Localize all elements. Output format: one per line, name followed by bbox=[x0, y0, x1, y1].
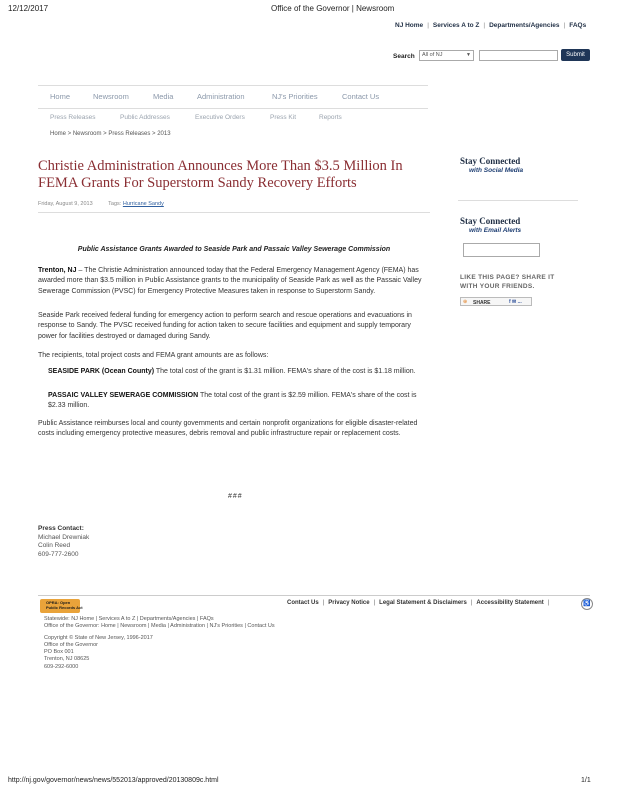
print-url: http://nj.gov/governor/news/news/552013/approved/20130809c.html bbox=[8, 777, 219, 784]
sidebar-divider bbox=[458, 200, 578, 201]
breadcrumb[interactable]: Home > Newsroom > Press Releases > 2013 bbox=[50, 131, 171, 137]
recipient-1-text: The total cost of the grant is $1.31 million. FEMA's share of the cost is $1.18 million. bbox=[154, 368, 416, 375]
footer-accessibility[interactable]: Accessibility Statement bbox=[476, 600, 544, 606]
address-line-3: Trenton, NJ 08625 bbox=[44, 656, 90, 663]
opra-line-2: Public Records Act bbox=[46, 605, 83, 610]
topnav-nj-home[interactable]: NJ Home bbox=[395, 22, 424, 29]
nav-newsroom[interactable]: Newsroom bbox=[93, 92, 129, 101]
share-plus-icon: ⊕ bbox=[463, 299, 468, 305]
email-alerts-link[interactable]: with Email Alerts bbox=[469, 227, 522, 234]
subnav-executive-orders[interactable]: Executive Orders bbox=[195, 114, 245, 121]
chevron-down-icon: ▼ bbox=[466, 52, 471, 58]
nav-contact-us[interactable]: Contact Us bbox=[342, 92, 380, 101]
footer-office-links[interactable]: Office of the Governor: Home | Newsroom | Media | Administration | NJ's Priorities | Contact Us bbox=[44, 623, 275, 630]
topnav-departments[interactable]: Departments/Agencies bbox=[489, 22, 560, 29]
tag-link[interactable]: Hurricane Sandy bbox=[122, 201, 164, 207]
nav-administration[interactable]: Administration bbox=[197, 92, 245, 101]
press-contact-name-2: Colin Reed bbox=[38, 542, 71, 550]
stay-connected-email-heading: Stay Connected bbox=[460, 216, 521, 226]
press-contact-name-1: Michael Drewniak bbox=[38, 533, 90, 541]
press-contact-phone: 609-777-2600 bbox=[38, 550, 79, 558]
search-input[interactable] bbox=[479, 50, 558, 61]
share-prompt-line-2: WITH YOUR FRIENDS. bbox=[460, 283, 535, 290]
paragraph-1-text: – The Christie Administration announced today that the Federal Emergency Management Agency (FEMA) has awarded more than $3.5 million in Public Assistance grants to the municipality of Seaside Park as well as the Passaic Valley Sewerage Commission (PVSC) for Emergency Protective Measures taken in response to Superstorm Sandy. bbox=[38, 267, 422, 295]
recipient-2 bbox=[48, 391, 430, 412]
recipient-2-name: PASSAIC VALLEY SEWERAGE COMMISSION bbox=[48, 392, 199, 399]
press-contact-label: Press Contact: bbox=[38, 525, 84, 532]
search-submit-button[interactable]: Submit bbox=[561, 49, 590, 61]
tags-label: Tags: bbox=[108, 201, 122, 207]
paragraph-4: Public Assistance reimburses local and county governments and certain nonprofit organizations for eligible disaster-related costs including emergency protective measures, debris removal and public infrastructure repair or replacement costs. bbox=[38, 420, 418, 438]
paragraph-2: Seaside Park received federal funding for emergency action to perform search and rescue operations and evacuations in response to Sandy. The PVSC received funding for action taken to secure facilities and equipment and supply temporary power for facilities destroyed or damaged during Sandy. bbox=[38, 312, 412, 340]
footer-phone: 609-292-6000 bbox=[44, 663, 79, 670]
subnav-press-kit[interactable]: Press Kit bbox=[270, 114, 297, 121]
email-alert-input[interactable] bbox=[463, 243, 540, 257]
share-prompt bbox=[460, 273, 554, 291]
search-scope-value: All of NJ bbox=[422, 52, 443, 58]
recipient-1-name: SEASIDE PARK (Ocean County) bbox=[48, 368, 155, 375]
share-button[interactable] bbox=[460, 297, 532, 306]
footer-legal[interactable]: Legal Statement & Disclaimers bbox=[379, 600, 467, 606]
print-date: 12/12/2017 bbox=[8, 4, 49, 13]
share-label: SHARE bbox=[473, 299, 491, 306]
subnav-press-releases[interactable]: Press Releases bbox=[50, 114, 96, 121]
recipient-1 bbox=[48, 367, 430, 377]
article-title: Christie Administration Announces More Than $3.5 Million In FEMA Grants For Superstorm Sandy Recovery Efforts bbox=[38, 158, 403, 191]
accessibility-icon[interactable]: ♿ bbox=[581, 598, 593, 610]
divider bbox=[38, 212, 430, 213]
footer-text bbox=[44, 616, 275, 671]
footer-contact-us[interactable]: Contact Us bbox=[287, 600, 319, 606]
share-prompt-line-1: LIKE THIS PAGE? SHARE IT bbox=[460, 274, 555, 281]
address-line-1: Office of the Governor bbox=[44, 641, 99, 648]
footer-privacy[interactable]: Privacy Notice bbox=[328, 600, 370, 606]
nav-media[interactable]: Media bbox=[153, 92, 174, 101]
social-media-link[interactable]: with Social Media bbox=[469, 167, 524, 174]
topnav-services[interactable]: Services A to Z bbox=[432, 22, 480, 29]
subnav-public-addresses[interactable]: Public Addresses bbox=[120, 114, 170, 121]
paragraph-1 bbox=[38, 266, 430, 297]
address-line-2: PO Box 001 bbox=[44, 649, 74, 656]
press-contact bbox=[38, 525, 89, 559]
search-scope-select[interactable] bbox=[419, 50, 474, 61]
paragraph-3: The recipients, total project costs and FEMA grant amounts are as follows: bbox=[38, 352, 269, 359]
article-subhead: Public Assistance Grants Awarded to Seaside Park and Passaic Valley Sewerage Commission bbox=[77, 246, 391, 253]
nav-home[interactable]: Home bbox=[50, 92, 71, 101]
recipient-2-text: The total cost of the grant is $2.59 million. FEMA's share of the cost is $2.33 million. bbox=[48, 392, 417, 410]
print-page-number: 1/1 bbox=[581, 777, 591, 784]
footer-links: Contact Us | Privacy Notice | Legal Statement & Disclaimers | Accessibility Statement | bbox=[287, 600, 550, 606]
topnav-faqs[interactable]: FAQs bbox=[569, 22, 587, 29]
footer-divider bbox=[38, 595, 590, 596]
end-mark: ### bbox=[228, 493, 243, 500]
print-title: Office of the Governor | Newsroom bbox=[271, 4, 395, 13]
subnav-reports[interactable]: Reports bbox=[319, 114, 342, 121]
copyright: Copyright © State of New Jersey, 1996-2017 bbox=[44, 634, 153, 641]
stay-connected-social-heading: Stay Connected bbox=[460, 156, 521, 166]
article-date: Friday, August 9, 2013 bbox=[38, 201, 93, 207]
social-icons: f ✉ ... bbox=[509, 299, 522, 305]
opra-line-1: OPRA: Open bbox=[46, 600, 71, 605]
main-nav bbox=[38, 85, 428, 109]
opra-logo-text bbox=[46, 600, 83, 610]
search-label: Search bbox=[393, 53, 415, 60]
top-nav: NJ Home | Services A to Z | Departments/Agencies | FAQs bbox=[395, 22, 587, 29]
article-meta bbox=[38, 201, 164, 207]
footer-statewide-links[interactable]: Statewide: NJ Home | Services A to Z | Departments/Agencies | FAQs bbox=[44, 616, 214, 622]
dateline: Trenton, NJ bbox=[38, 267, 77, 274]
nav-priorities[interactable]: NJ's Priorities bbox=[272, 92, 318, 101]
